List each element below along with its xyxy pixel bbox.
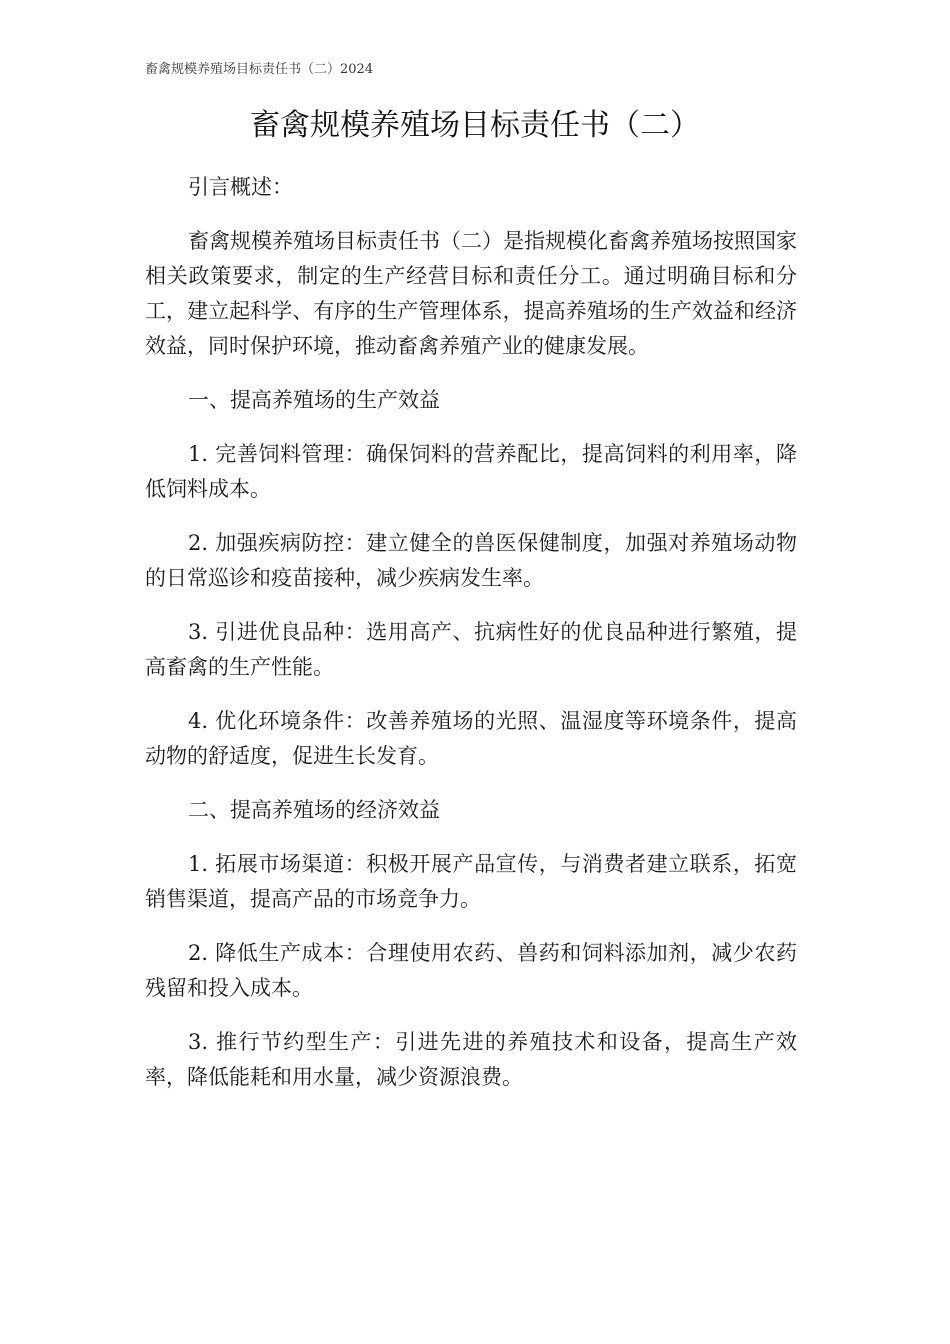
list-item: 4. 优化环境条件：改善养殖场的光照、温湿度等环境条件，提高动物的舒适度，促进生长发育。 [145, 709, 797, 768]
list-item: 2. 降低生产成本：合理使用农药、兽药和饲料添加剂，减少农药残留和投入成本。 [145, 941, 797, 1000]
document-title: 畜禽规模养殖场目标责任书（二） [250, 108, 700, 143]
intro-paragraph: 畜禽规模养殖场目标责任书（二）是指规模化畜禽养殖场按照国家相关政策要求，制定的生产经营目标和责任分工。通过明确目标和分工，建立起科学、有序的生产管理体系，提高养殖场的生产效益和经济效益，同时保护环境，推动畜禽养殖产业的健康发展。 [145, 229, 797, 358]
list-item: 2. 加强疾病防控：建立健全的兽医保健制度，加强对养殖场动物的日常巡诊和疫苗接种，减少疾病发生率。 [145, 531, 797, 590]
list-item: 1. 拓展市场渠道：积极开展产品宣传，与消费者建立联系，拓宽销售渠道，提高产品的市场竞争力。 [145, 852, 797, 911]
running-header: 畜禽规模养殖场目标责任书（二）2024 [145, 62, 374, 77]
document-body [145, 170, 797, 1114]
list-item: 1. 完善饲料管理：确保饲料的营养配比，提高饲料的利用率，降低饲料成本。 [145, 442, 797, 501]
section-heading-economic: 二、提高养殖场的经济效益 [188, 798, 440, 822]
list-item: 3. 引进优良品种：选用高产、抗病性好的优良品种进行繁殖，提高畜禽的生产性能。 [145, 620, 797, 679]
list-item: 3. 推行节约型生产：引进先进的养殖技术和设备，提高生产效率，降低能耗和用水量，减少资源浪费。 [145, 1030, 797, 1089]
intro-heading: 引言概述： [188, 175, 293, 199]
section-heading-production: 一、提高养殖场的生产效益 [188, 388, 440, 412]
